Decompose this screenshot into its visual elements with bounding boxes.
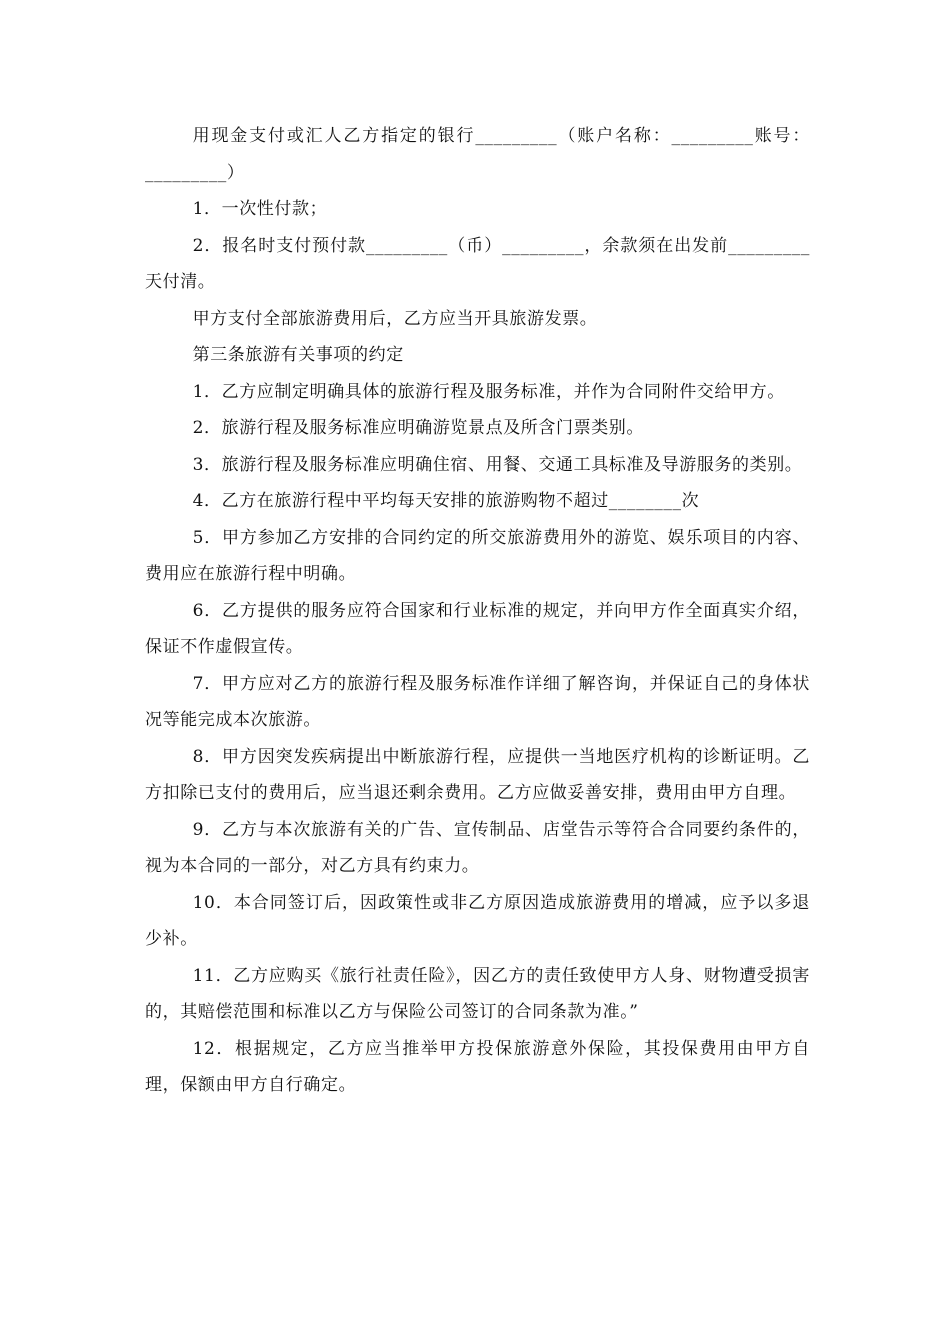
paragraph-payment-method: 用现金支付或汇人乙方指定的银行_________（账户名称：_________账号：_________） [145,126,810,183]
clause-4: 4．乙方在旅游行程中平均每天安排的旅游购物不超过________次 [192,491,700,511]
clause-6: 6．乙方提供的服务应符合国家和行业标准的规定，并向甲方作全面真实介绍，保证不作虚假宣传。 [145,600,810,657]
clause-3: 3．旅游行程及服务标准应明确住宿、用餐、交通工具标准及导游服务的类别。 [192,454,803,475]
section-heading-article-3: 第三条旅游有关事项的约定 [192,345,404,365]
clause-10: 10．本合同签订后，因政策性或非乙方原因造成旅游费用的增减，应予以多退少补。 [145,892,810,949]
clause-9: 9．乙方与本次旅游有关的广告、宣传制品、店堂告示等符合合同要约条件的，视为本合同的一部分，对乙方具有约束力。 [145,819,810,876]
clause-8: 8．甲方因突发疾病提出中断旅游行程，应提供一当地医疗机构的诊断证明。乙方扣除已支付的费用后，应当退还剩余费用。乙方应做妥善安排，费用由甲方自理。 [145,746,810,803]
paragraph-prepayment: 2．报名时支付预付款_________（币）_________，余款须在出发前_________天付清。 [145,235,810,292]
clause-2: 2．旅游行程及服务标准应明确游览景点及所含门票类别。 [192,418,645,438]
document-body [145,118,810,1104]
clause-5: 5．甲方参加乙方安排的合同约定的所交旅游费用外的游览、娱乐项目的内容、费用应在旅游行程中明确。 [145,527,810,584]
paragraph-invoice: 甲方支付全部旅游费用后，乙方应当开具旅游发票。 [192,308,598,329]
paragraph-lump-sum: 1．一次性付款； [192,199,328,219]
clause-7: 7．甲方应对乙方的旅游行程及服务标准作详细了解咨询，并保证自己的身体状况等能完成本次旅游。 [145,673,810,730]
clause-1: 1．乙方应制定明确具体的旅游行程及服务标准，并作为合同附件交给甲方。 [192,381,785,402]
clause-12: 12．根据规定，乙方应当推举甲方投保旅游意外保险，其投保费用由甲方自理，保额由甲方自行确定。 [145,1038,810,1095]
clause-11: 11．乙方应购买《旅行社责任险》，因乙方的责任致使甲方人身、财物遭受损害的，其赔偿范围和标准以乙方与保险公司签订的合同条款为准。” [145,965,810,1022]
